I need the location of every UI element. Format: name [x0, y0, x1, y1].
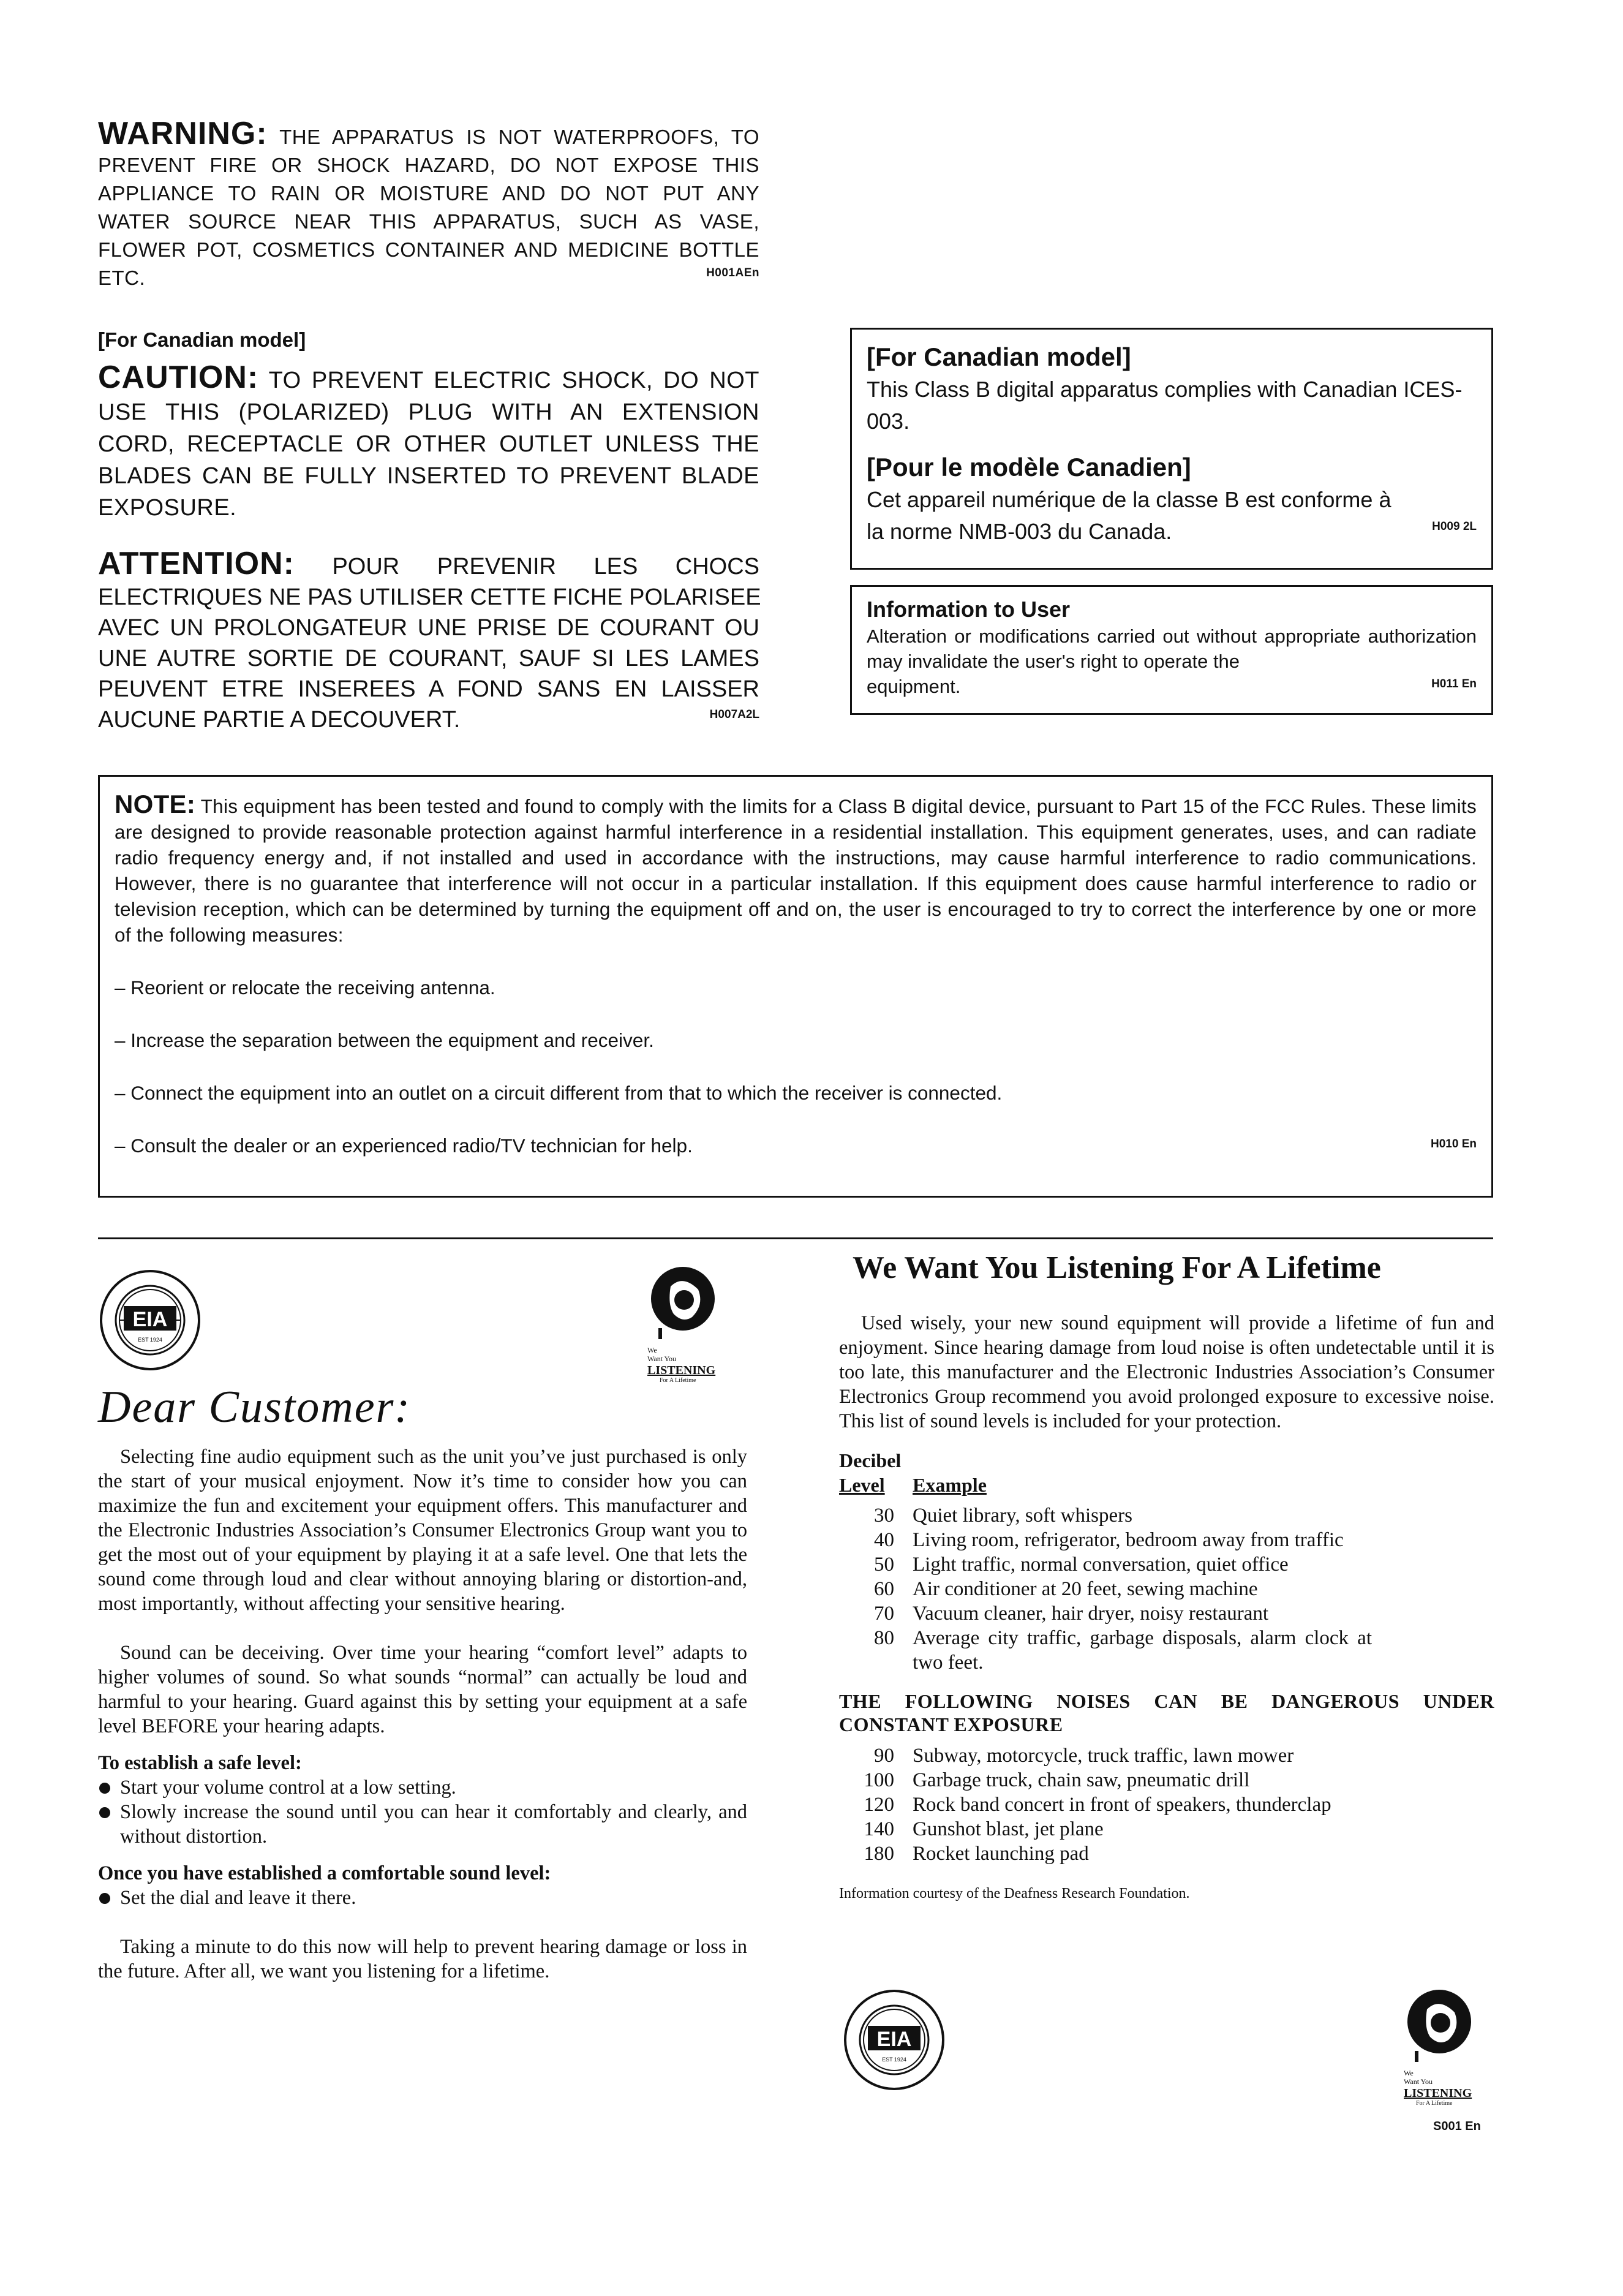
caution-lead: CAUTION:	[98, 360, 259, 395]
caution-line: USE THIS (POLARIZED) PLUG WITH AN EXTENSION	[98, 399, 759, 425]
db-level: 100	[864, 1769, 894, 1791]
table-row	[839, 1552, 1494, 1577]
fcc-note-body: This equipment has been tested and found to comply with the limits for a Class B digital device, pursuant to Part 15 of the FCC Rules. These limits are designed to provide reasonable protection against harmful interference in a residential installation. This equipment generates, uses, and can radiate radio frequency energy and, if not installed and used in accordance with the instructions, may cause harmful interference to radio communications. However, there is no guarantee that interference will not occur in a particular installation. If this equipment does cause harmful interference to radio or television reception, which can be determined by turning the equipment off and on, the user is encouraged to try to correct the interference by one or more of the following measures:	[115, 795, 1477, 946]
attention-line: AVEC UN PROLONGATEUR UNE PRISE DE COURANT OU	[98, 615, 759, 641]
listening-we: We	[1404, 2069, 1414, 2077]
table-row	[839, 1792, 1494, 1817]
listening-want-you: Want You	[647, 1354, 677, 1363]
eia-seal-icon	[98, 1268, 202, 1372]
listening-we: We	[647, 1346, 657, 1354]
danger-table	[839, 1743, 1494, 1866]
safe-level-item: Slowly increase the sound until you can hear it comfortably and clearly, and without distortion.	[98, 1800, 747, 1849]
eia-logo	[98, 1268, 202, 1372]
fcc-measure: – Connect the equipment into an outlet on a circuit different from that to which the receiver is connected.	[115, 1082, 1003, 1104]
warning-line: WATER SOURCE NEAR THIS APPARATUS, SUCH AS VASE,	[98, 210, 759, 233]
customer-para-2: Sound can be deceiving. Over time your hearing “comfort level” adapts to higher volumes of sound. So what sounds “normal” can actually be loud and harmful to your hearing. Guard against this by setting your equipment at a safe level BEFORE your hearing adapts.	[98, 1642, 747, 1737]
lifetime-intro: Used wisely, your new sound equipment will provide a lifetime of fun and enjoyment. Since hearing damage from loud noise is often undetectable until it is too late, this manufacturer and the Electronic Industries Association’s Consumer Electronics Group recommend you avoid prolonged exposure to excessive noise. This list of sound levels is included for your protection.	[839, 1312, 1494, 1432]
warning-line: FLOWER POT, COSMETICS CONTAINER AND MEDICINE BOTTLE	[98, 238, 759, 261]
fcc-note-lead: NOTE:	[115, 790, 196, 818]
table-row	[839, 1577, 1494, 1601]
attention-line: PEUVENT ETRE INSEREES A FOND SANS EN LAISSER	[98, 676, 759, 702]
attention-lead: ATTENTION:	[98, 546, 295, 581]
table-row	[839, 1841, 1494, 1866]
canada-text-fr-2: la norme NMB-003 du Canada.	[867, 519, 1172, 544]
customer-para-1: Selecting fine audio equipment such as the unit you’ve just purchased is only the start of your musical enjoyment. Now it’s time to consider how you can maximize the fun and excitement your equipment offers. This manufacturer and the Electronic Industries Association’s Consumer Electronics Group want you to get the most out of your equipment by playing it at a safe level. One that lets the sound come through loud and clear without annoying blaring or distortion-and, most importantly, without affecting your sensitive hearing.	[98, 1446, 747, 1615]
table-row	[839, 1601, 1494, 1626]
warning-code: H001AEn	[706, 266, 759, 279]
attention-line: UNE AUTRE SORTIE DE COURANT, SAUF SI LES LAMES	[98, 646, 759, 671]
listening-logo-bottom	[1403, 1985, 1501, 2110]
db-level: 120	[864, 1794, 894, 1816]
decibel-table	[839, 1503, 1494, 1675]
level-header: Level	[839, 1474, 885, 1496]
caution-model-label: [For Canadian model]	[98, 328, 306, 351]
page-code: S001 En	[1433, 2120, 1481, 2133]
listening-lifetime: For A Lifetime	[660, 1377, 696, 1384]
db-example: Garbage truck, chain saw, pneumatic drill	[913, 1769, 1250, 1791]
example-header: Example	[913, 1474, 987, 1496]
db-example: Living room, refrigerator, bedroom away from traffic	[913, 1529, 1344, 1551]
eia-logo-bottom	[842, 1988, 946, 2092]
warning-line: ETC.	[98, 266, 146, 289]
caution-line: CORD, RECEPTACLE OR OTHER OUTLET UNLESS THE	[98, 431, 759, 457]
lifetime-column	[839, 1311, 1494, 1903]
db-level: 60	[874, 1578, 894, 1600]
attention-code: H007A2L	[709, 708, 759, 721]
table-row	[839, 1503, 1494, 1528]
db-level: 80	[874, 1627, 894, 1649]
caution-line: EXPOSURE.	[98, 495, 237, 521]
caution-line: TO PREVENT ELECTRIC SHOCK, DO NOT	[258, 368, 759, 393]
db-example: Air conditioner at 20 feet, sewing machine	[913, 1578, 1258, 1600]
listening-logo	[646, 1262, 744, 1388]
db-level: 40	[874, 1529, 894, 1551]
canada-heading-fr: [Pour le modèle Canadien]	[867, 453, 1191, 481]
table-row	[839, 1626, 1494, 1675]
table-header-row	[839, 1473, 1494, 1497]
user-info-box	[850, 585, 1493, 715]
fcc-note-text	[115, 791, 1477, 948]
db-example: Vacuum cleaner, hair dryer, noisy restaurant	[913, 1603, 1269, 1625]
db-level: 90	[874, 1745, 894, 1767]
decibel-header: Decibel	[839, 1449, 902, 1471]
eia-logo-text: EIA	[132, 1308, 168, 1331]
db-level: 30	[874, 1505, 894, 1527]
db-example: Rock band concert in front of speakers, thunderclap	[913, 1794, 1331, 1816]
db-example: Rocket launching pad	[913, 1843, 1089, 1865]
canada-text-fr-1: Cet appareil numérique de la classe B est conforme à	[867, 487, 1391, 512]
eia-est-text: EST 1924	[882, 2056, 906, 2063]
fcc-note-box	[98, 775, 1493, 1198]
listening-word: LISTENING	[1404, 2086, 1472, 2100]
caution-block	[98, 361, 759, 524]
fcc-measure: – Reorient or relocate the receiving antenna.	[115, 976, 495, 999]
table-row	[839, 1743, 1494, 1768]
attention-line: ELECTRIQUES NE PAS UTILISER CETTE FICHE POLARISEE	[98, 584, 761, 610]
table-row	[839, 1768, 1494, 1792]
comfort-level-item: Set the dial and leave it there.	[98, 1886, 747, 1910]
user-info-text: Alteration or modifications carried out without appropriate authorization may invalidate the user's right to operate the	[867, 625, 1477, 672]
db-example: Average city traffic, garbage disposals, alarm clock at two feet.	[913, 1627, 1372, 1674]
eia-seal-icon	[842, 1988, 946, 2092]
db-level: 50	[874, 1554, 894, 1576]
eia-logo-text: EIA	[876, 2028, 912, 2051]
user-info-last: equipment.	[867, 676, 961, 697]
db-level: 70	[874, 1603, 894, 1625]
user-info-heading: Information to User	[867, 597, 1071, 622]
attention-line: POUR PREVENIR LES CHOCS	[294, 554, 759, 580]
listening-lifetime: For A Lifetime	[1416, 2100, 1453, 2107]
db-level: 140	[864, 1818, 894, 1840]
danger-heading: THE FOLLOWING NOISES CAN BE DANGEROUS UNDER CONSTANT EXPOSURE	[839, 1690, 1494, 1735]
table-row	[839, 1528, 1494, 1552]
customer-column	[98, 1444, 747, 1984]
lifetime-title: We Want You Listening For A Lifetime	[853, 1250, 1381, 1285]
comfort-level-heading: Once you have established a comfortable sound level:	[98, 1862, 551, 1884]
user-info-code: H011 En	[1431, 678, 1477, 690]
eia-est-text: EST 1924	[138, 1337, 162, 1343]
fcc-measure: – Consult the dealer or an experienced radio/TV technician for help.	[115, 1135, 693, 1157]
fcc-measure: – Increase the separation between the equipment and receiver.	[115, 1029, 654, 1051]
caution-line: BLADES CAN BE FULLY INSERTED TO PREVENT BLADE	[98, 463, 759, 489]
safe-level-heading: To establish a safe level:	[98, 1752, 302, 1774]
db-example: Subway, motorcycle, truck traffic, lawn mower	[913, 1745, 1294, 1767]
canada-code: H009 2L	[1432, 520, 1477, 533]
warning-line: THE APPARATUS IS NOT WATERPROOFS, TO	[267, 126, 759, 148]
canada-compliance-box	[850, 328, 1493, 570]
attention-block	[98, 548, 759, 735]
customer-para-3: Taking a minute to do this now will help to prevent hearing damage or loss in the future. After all, we want you listening for a lifetime.	[98, 1936, 747, 1982]
safe-level-item: Start your volume control at a low setting.	[98, 1775, 747, 1800]
section-divider	[98, 1237, 1493, 1239]
listening-want-you: Want You	[1404, 2077, 1433, 2086]
canada-text-en: This Class B digital apparatus complies with Canadian ICES-003.	[867, 377, 1463, 434]
warning-line: PREVENT FIRE OR SHOCK HAZARD, DO NOT EXPOSE THIS	[98, 154, 759, 176]
fcc-code: H010 En	[1431, 1138, 1477, 1150]
salutation: Dear Customer:	[98, 1382, 412, 1432]
canada-heading-en: [For Canadian model]	[867, 342, 1131, 371]
warning-line: APPLIANCE TO RAIN OR MOISTURE AND DO NOT PUT ANY	[98, 182, 759, 205]
table-row	[839, 1817, 1494, 1841]
db-example: Gunshot blast, jet plane	[913, 1818, 1104, 1840]
info-credit: Information courtesy of the Deafness Research Foundation.	[839, 1886, 1190, 1901]
db-example: Quiet library, soft whispers	[913, 1505, 1132, 1527]
warning-block	[98, 116, 759, 292]
db-level: 180	[864, 1843, 894, 1865]
listening-word: LISTENING	[647, 1364, 716, 1377]
db-example: Light traffic, normal conversation, quiet office	[913, 1554, 1289, 1576]
warning-lead: WARNING:	[98, 116, 268, 151]
attention-line: AUCUNE PARTIE A DECOUVERT.	[98, 707, 461, 733]
